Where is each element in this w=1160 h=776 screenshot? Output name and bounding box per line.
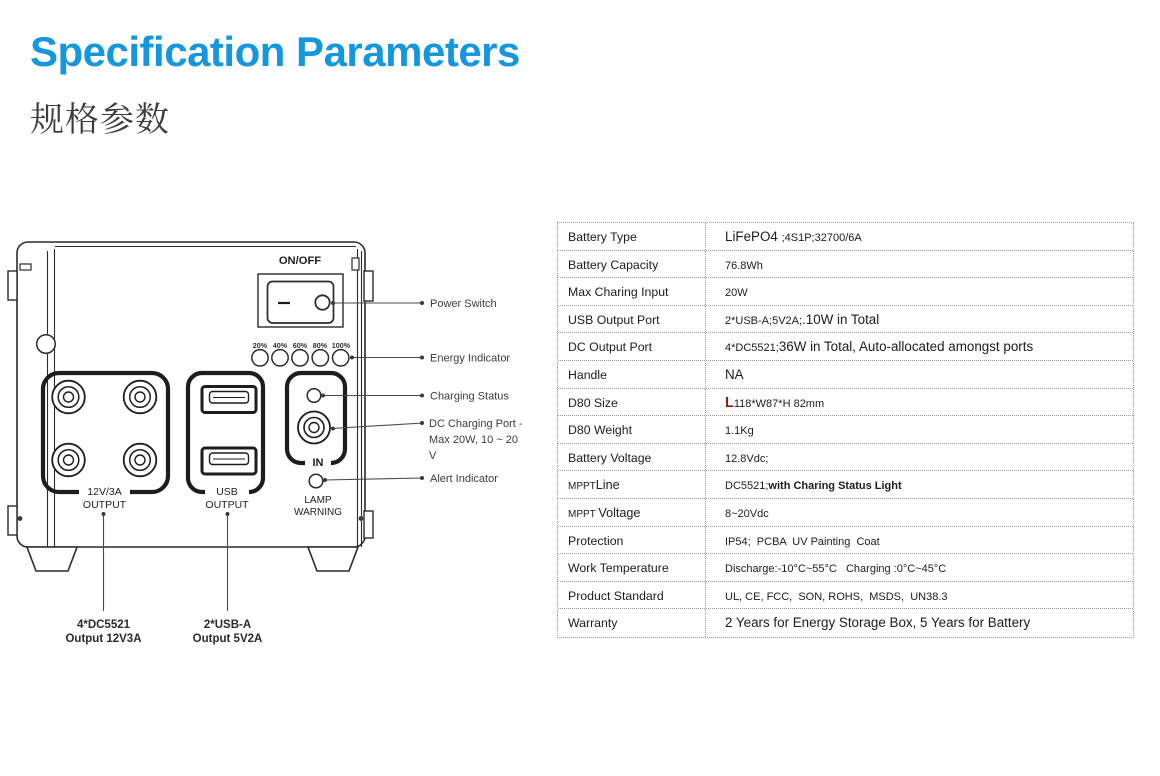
spec-row-label: Battery Capacity — [558, 251, 706, 278]
top-right-hook — [352, 258, 359, 270]
callout-dc-charging-2: Max 20W, 10 ~ 20 — [429, 434, 518, 446]
spec-row — [558, 582, 1133, 610]
spec-row-label: MPPT Voltage — [558, 499, 706, 526]
spec-row — [558, 278, 1133, 306]
device-diagram — [0, 0, 548, 680]
spec-row-value: 8~20Vdc — [725, 507, 769, 520]
usb-port-2 — [202, 448, 256, 474]
pct-100: 100% — [331, 341, 351, 350]
spec-row-value: UL, CE, FCC, SON, ROHS, MSDS, UN38.3 — [725, 590, 948, 603]
bottom-dc-label-1: 4*DC5521 — [76, 619, 131, 631]
spec-row-label: Product Standard — [558, 582, 706, 609]
callout-energy-indicator: Energy Indicator — [430, 352, 511, 365]
spec-row-value: DC5521;with Charing Status Light — [725, 480, 902, 493]
top-left-hook — [20, 264, 31, 270]
spec-row — [558, 444, 1133, 472]
foot-right — [308, 547, 358, 571]
on-off-label: ON/OFF — [278, 255, 322, 267]
usb-output-label-1: USB — [216, 486, 238, 498]
spec-row — [558, 306, 1133, 334]
bottom-labels — [65, 619, 262, 645]
spec-row — [558, 251, 1133, 279]
spec-row — [558, 471, 1133, 499]
spec-row-label: D80 Size — [558, 389, 706, 416]
spec-row-label: Handle — [558, 361, 706, 388]
spec-row-label: D80 Weight — [558, 416, 706, 443]
pct-60: 60% — [292, 341, 308, 350]
spec-row-label: Max Charing Input — [558, 278, 706, 305]
pct-20: 20% — [252, 341, 268, 350]
spec-row-value: 1.1Kg — [725, 425, 754, 438]
spec-row — [558, 527, 1133, 555]
spec-row-label: Warranty — [558, 609, 706, 637]
dc-output-label-2: OUTPUT — [82, 499, 127, 511]
lamp-label-1: LAMP — [304, 495, 332, 506]
usb-output-label-2: OUTPUT — [205, 499, 249, 511]
page-title: Specification Parameters — [30, 28, 520, 75]
spec-row-value: LiFePO4 ;4S1P;32700/6A — [725, 229, 862, 244]
latch-right-bottom — [364, 511, 373, 538]
spec-row-value: 2 Years for Energy Storage Box, 5 Years for Battery — [725, 615, 1031, 631]
foot-left — [27, 547, 77, 571]
bottom-usb-label-1: 2*USB-A — [203, 619, 252, 631]
pct-40: 40% — [272, 341, 288, 350]
spec-row-label: Work Temperature — [558, 554, 706, 581]
pct-80: 80% — [312, 341, 328, 350]
spec-row-label: Battery Type — [558, 223, 706, 250]
spec-row-label: DC Output Port — [558, 333, 706, 360]
spec-row — [558, 554, 1133, 582]
callout-power-switch: Power Switch — [430, 298, 497, 310]
spec-row-label: Battery Voltage — [558, 444, 706, 471]
spec-row — [558, 416, 1133, 444]
spec-row-label: Protection — [558, 527, 706, 554]
spec-row-value: L118*W87*H 82mm — [725, 394, 825, 411]
spec-row-value: 20W — [725, 287, 748, 300]
dc-output-label-1: 12V/3A — [87, 486, 122, 498]
spec-row-value: Discharge:-10°C~55°C Charging :0°C~45°C — [725, 563, 947, 576]
spec-row-value: 12.8Vdc; — [725, 452, 769, 465]
latch-right-top — [364, 271, 373, 301]
page-subtitle: 规格参数 — [30, 101, 170, 139]
spec-row — [558, 223, 1133, 251]
callout-charging-status: Charging Status — [430, 390, 509, 403]
latch-left-top — [8, 271, 17, 300]
spec-row-label: MPPTLine — [558, 471, 706, 498]
panel-light — [37, 335, 56, 354]
spec-row — [558, 499, 1133, 527]
spec-row — [558, 609, 1133, 637]
energy-indicator-leds — [252, 341, 351, 366]
spec-row — [558, 333, 1133, 361]
spec-row-label: USB Output Port — [558, 306, 706, 333]
bottom-dc-label-2: Output 12V3A — [65, 633, 142, 645]
spec-row-value: 2*USB-A;5V2A;.10W in Total — [725, 311, 880, 327]
dc-input-jack — [298, 412, 330, 444]
bottom-usb-label-2: Output 5V2A — [192, 633, 263, 645]
spec-row-value: NA — [725, 366, 744, 382]
latch-left-bottom — [8, 506, 17, 535]
callout-labels — [429, 298, 523, 485]
callout-dc-charging-3: V — [429, 450, 437, 462]
spec-table — [557, 222, 1134, 638]
callout-alert-indicator: Alert Indicator — [430, 473, 498, 485]
alert-led — [309, 474, 323, 488]
spec-row-value: 76.8Wh — [725, 259, 763, 272]
spec-row — [558, 389, 1133, 417]
callout-dc-charging-1: DC Charging Port - — [429, 418, 523, 430]
in-label: IN — [312, 457, 324, 469]
spec-row — [558, 361, 1133, 389]
usb-port-1 — [202, 387, 256, 413]
spec-row-value: 4*DC5521;36W in Total, Auto-allocated amongst ports — [725, 339, 1034, 355]
spec-row-value: IP54; PCBA UV Painting Coat — [725, 535, 880, 548]
charging-status-led — [307, 389, 321, 403]
lamp-label-2: WARNING — [294, 507, 342, 518]
